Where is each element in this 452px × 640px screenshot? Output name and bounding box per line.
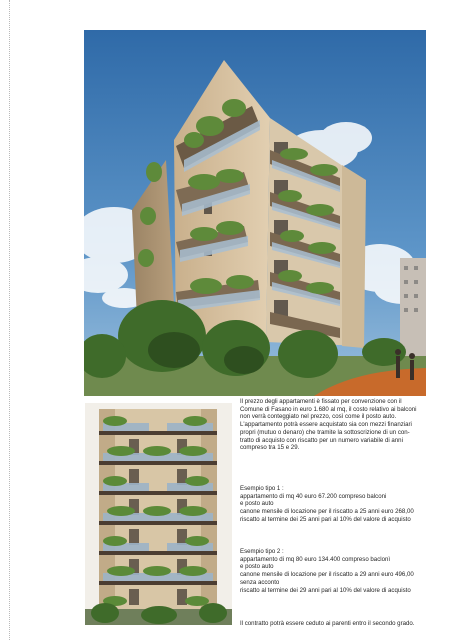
contract-transfer-note: Il contratto potrà essere ceduto ai parenti entro il secondo grado. [240, 620, 415, 627]
building-facade-image [85, 403, 232, 625]
example-type-1-paragraph: Esempio tipo 1 : appartamento di mq 40 euro 67.200 compreso balconi e posto auto canone mensile di locazione per il riscatto a 25 anni euro 268,00 riscatto al termine dei 25 anni pari al 10% del valore di acquisto [240, 485, 414, 523]
example-type-2-paragraph: Esempio tipo 2 : appartamento di mq 80 euro 134.400 compreso baclonì e posto auto canone mensile di locazione per il riscatto a 29 anni euro 496,00 senza acconto riscatto al termine dei 29 anni pari al 10% del valore di acquisto [240, 548, 414, 594]
dotted-margin-line [9, 0, 10, 640]
price-intro-paragraph: Il prezzo degli appartamenti è fissato per convenzione con il Comune di Fasano in euro 1.680 al mq, il costo relativo ai balconi non verrà conteggiato nel prezzo, così come il posto auto. L'appartamento potrà essere acquistato sia con mezzi finanziari propri (mutuo o denaro) che tramite la sottoscrizione di un con- tratto di acquisto con riscatto per un numero variabile di anni compreso tra 15 e 29. [240, 398, 417, 452]
building-rendering-image [84, 30, 426, 396]
